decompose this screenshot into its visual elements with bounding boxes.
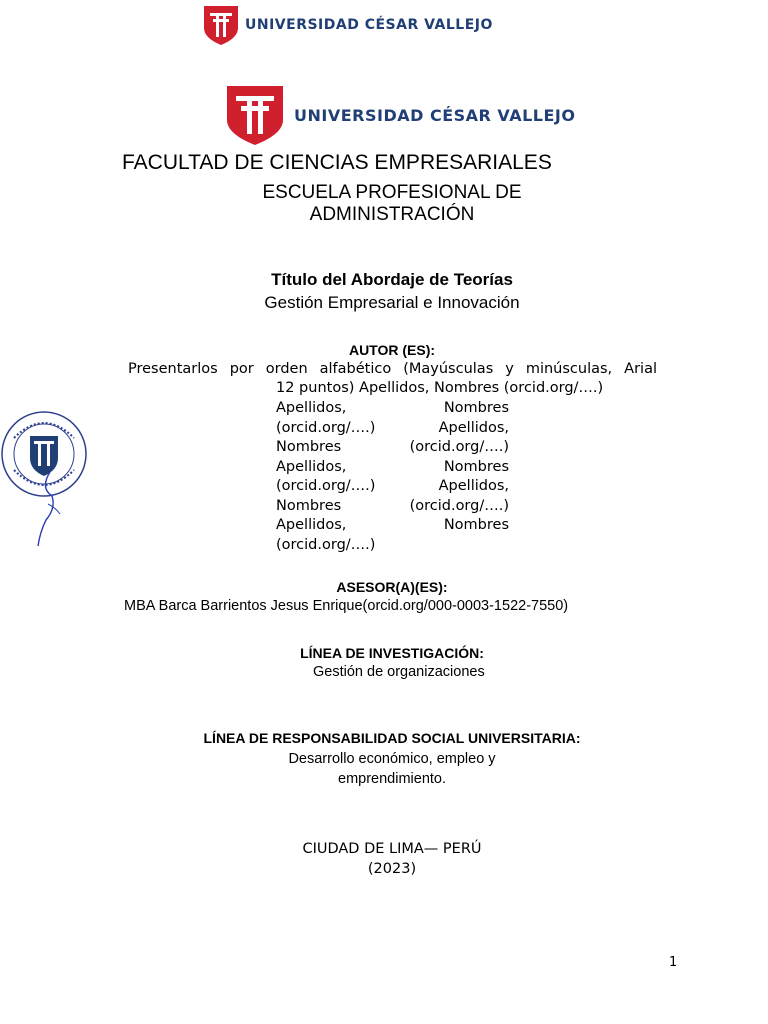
advisor-name: MBA Barca Barrientos Jesus Enrique(orcid.org/000-0003-1522-7550) bbox=[124, 598, 569, 614]
author-line bbox=[276, 458, 509, 478]
author-intro-2: 12 puntos) Apellidos, Nombres (orcid.org/….) bbox=[276, 380, 604, 396]
ucv-shield-icon bbox=[226, 84, 284, 146]
main-logo-text: UNIVERSIDAD CÉSAR VALLEJO bbox=[294, 105, 576, 125]
author-line bbox=[276, 399, 509, 419]
author-text: (orcid.org/….) bbox=[276, 536, 376, 553]
rsu-label: LÍNEA DE RESPONSABILIDAD SOCIAL UNIVERSITARIA: bbox=[203, 730, 581, 746]
author-text: Nombres bbox=[443, 400, 509, 416]
author-text: (orcid.org/….) bbox=[276, 478, 376, 494]
author-line bbox=[276, 497, 509, 517]
author-label: AUTOR (ES): bbox=[348, 342, 436, 358]
author-text: Nombres bbox=[276, 497, 342, 514]
research-line: Gestión de organizaciones bbox=[313, 664, 485, 680]
document-subtitle: Gestión Empresarial e Innovación bbox=[264, 293, 520, 312]
author-text: Apellidos, bbox=[438, 419, 509, 436]
page-number: 1 bbox=[669, 955, 678, 970]
document-title: Título del Abordaje de Teorías bbox=[271, 270, 513, 289]
author-text: Apellidos, bbox=[276, 458, 347, 475]
author-line bbox=[276, 438, 509, 458]
city: CIUDAD DE LIMA— PERÚ bbox=[302, 841, 482, 857]
author-line bbox=[276, 477, 509, 497]
rsu-line bbox=[192, 749, 592, 789]
rsu-line-1: Desarrollo económico, empleo y bbox=[288, 751, 496, 767]
university-seal-icon bbox=[0, 408, 92, 548]
author-text: Apellidos, bbox=[276, 400, 347, 416]
ucv-shield-icon bbox=[203, 4, 239, 46]
research-label: LÍNEA DE INVESTIGACIÓN: bbox=[300, 645, 484, 661]
rsu-line-2: emprendimiento. bbox=[338, 771, 446, 787]
school-title bbox=[192, 182, 592, 226]
author-intro: Presentarlos por orden alfabético (Mayúsculas y minúsculas, Arial bbox=[128, 361, 657, 377]
advisor-label: ASESOR(A)(ES): bbox=[336, 579, 448, 595]
author-text: Apellidos, bbox=[276, 517, 347, 533]
author-text: (orcid.org/….) bbox=[276, 419, 376, 436]
author-list bbox=[276, 399, 509, 555]
year: (2023) bbox=[367, 861, 417, 877]
author-text: Nombres bbox=[443, 517, 509, 533]
author-line bbox=[276, 536, 509, 556]
author-text: Apellidos, bbox=[438, 478, 509, 494]
author-text: Nombres bbox=[443, 458, 509, 475]
author-text: (orcid.org/….) bbox=[409, 497, 509, 514]
faculty-title: FACULTAD DE CIENCIAS EMPRESARIALES bbox=[122, 151, 552, 174]
school-line-2: ADMINISTRACIÓN bbox=[309, 204, 475, 225]
author-line bbox=[276, 516, 509, 536]
header-logo-text: UNIVERSIDAD CÉSAR VALLEJO bbox=[245, 17, 493, 33]
school-line-1: ESCUELA PROFESIONAL DE bbox=[262, 182, 522, 203]
author-text: Nombres bbox=[276, 439, 342, 455]
author-text: (orcid.org/….) bbox=[409, 439, 509, 455]
author-line bbox=[276, 419, 509, 439]
header-logo bbox=[203, 4, 493, 46]
main-logo bbox=[226, 84, 575, 146]
